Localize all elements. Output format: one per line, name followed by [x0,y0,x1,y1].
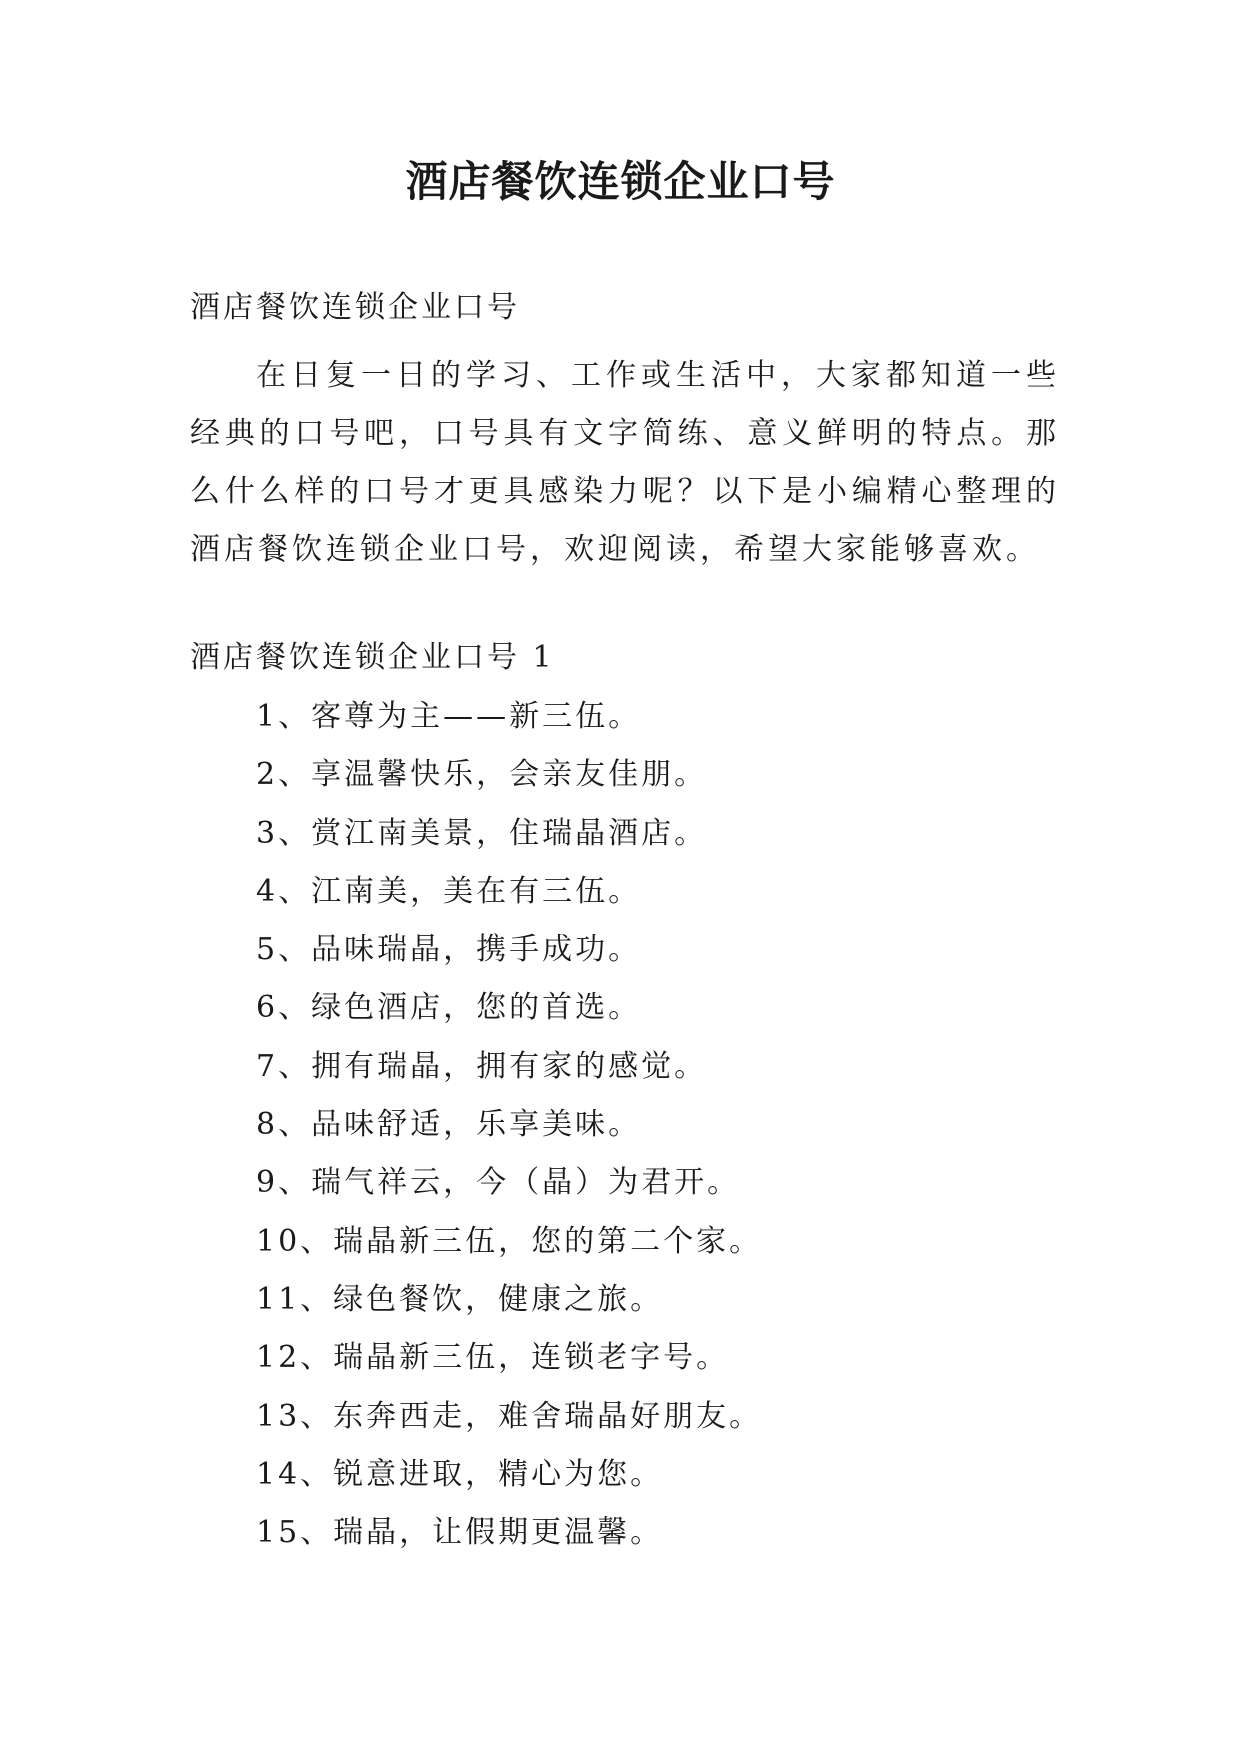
slogan-item: 13、东奔西走，难舍瑞晶好朋友。 [256,1398,763,1434]
section-heading: 酒店餐饮连锁企业口号 1 [190,640,555,675]
slogan-item: 9、瑞气祥云，今（晶）为君开。 [256,1165,741,1201]
slogan-item: 3、赏江南美景，住瑞晶酒店。 [256,815,708,851]
document-subtitle: 酒店餐饮连锁企业口号 [190,290,520,325]
document-title: 酒店餐饮连锁企业口号 [405,157,836,206]
slogan-item: 4、江南美，美在有三伍。 [256,873,642,909]
slogan-item: 10、瑞晶新三伍，您的第二个家。 [256,1223,763,1259]
slogan-item: 15、瑞晶，让假期更温馨。 [256,1515,664,1551]
slogan-item: 11、绿色餐饮，健康之旅。 [256,1281,664,1317]
slogan-item: 6、绿色酒店，您的首选。 [256,990,642,1026]
slogan-item: 1、客尊为主——新三伍。 [256,699,642,734]
intro-paragraph: 在日复一日的学习、工作或生活中，大家都知道一些经典的口号吧，口号具有文字简练、意义鲜明的特点。那么什么样的口号才更具感染力呢？以下是小编精心整理的酒店餐饮连锁企业口号，欢迎阅读，希望大家能够喜欢。 [190,358,1060,567]
slogan-item: 8、品味舒适，乐享美味。 [256,1107,642,1143]
slogan-item: 14、锐意进取，精心为您。 [256,1456,664,1492]
slogan-list [256,697,762,1571]
slogan-item: 5、品味瑞晶，携手成功。 [256,932,642,968]
slogan-item: 7、拥有瑞晶，拥有家的感觉。 [256,1048,708,1084]
slogan-item: 12、瑞晶新三伍，连锁老字号。 [256,1340,730,1376]
slogan-item: 2、享温馨快乐，会亲友佳朋。 [256,757,708,793]
